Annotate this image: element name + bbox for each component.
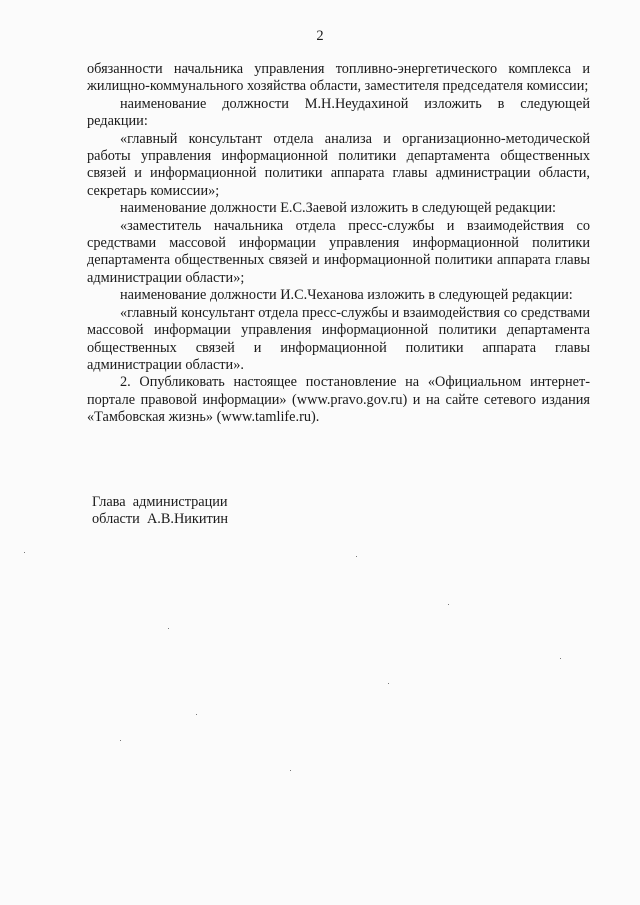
scan-speck <box>168 628 169 629</box>
paragraph-publication-clause: 2. Опубликовать настоящее постановление на «Официальном интернет-портале правовой информации» (www.pravo.gov.ru) и на сайте сетевого издания «Тамбовская жизнь» (www.tamlife.ru). <box>87 374 590 426</box>
scan-speck <box>388 683 389 684</box>
paragraph-chekhanov-position: «главный консультант отдела пресс-службы и взаимодействия со средствами массовой информации управления информационной политики департамента общественных связей и информационной политики аппарата главы администрации области». <box>87 304 590 373</box>
signature-title: Глава администрации <box>92 494 228 510</box>
paragraph-continuation: обязанности начальника управления топливно-энергетического комплекса и жилищно-коммунального хозяйства области, заместителя председателя комиссии; <box>87 61 590 95</box>
scan-speck <box>290 770 291 771</box>
scan-speck <box>560 658 561 659</box>
scan-speck <box>120 740 121 741</box>
scan-speck <box>24 552 25 553</box>
scan-speck <box>448 604 449 605</box>
paragraph-neudakhina-title: наименование должности М.Н.Неудахиной изложить в следующей редакции: <box>87 95 590 130</box>
page-number: 2 <box>316 28 324 44</box>
scan-speck <box>196 714 197 715</box>
document-body <box>87 61 590 427</box>
signature-block <box>92 494 228 529</box>
scan-speck <box>356 556 357 557</box>
paragraph-zaeva-position: «заместитель начальника отдела пресс-службы и взаимодействия со средствами массовой информации управления информационной политики департамента общественных связей и информационной политики аппарата главы администрации области»; <box>87 217 590 286</box>
paragraph-zaeva-title: наименование должности Е.С.Заевой изложить в следующей редакции: <box>120 200 557 217</box>
paragraph-chekhanov-title: наименование должности И.С.Чеханова изложить в следующей редакции: <box>120 287 573 304</box>
paragraph-neudakhina-position: «главный консультант отдела анализа и организационно-методической работы управления информационной политики департамента общественных связей и информационной политики аппарата главы администрации области, секретарь комиссии»; <box>87 130 590 199</box>
signature-name: области А.В.Никитин <box>92 511 229 528</box>
